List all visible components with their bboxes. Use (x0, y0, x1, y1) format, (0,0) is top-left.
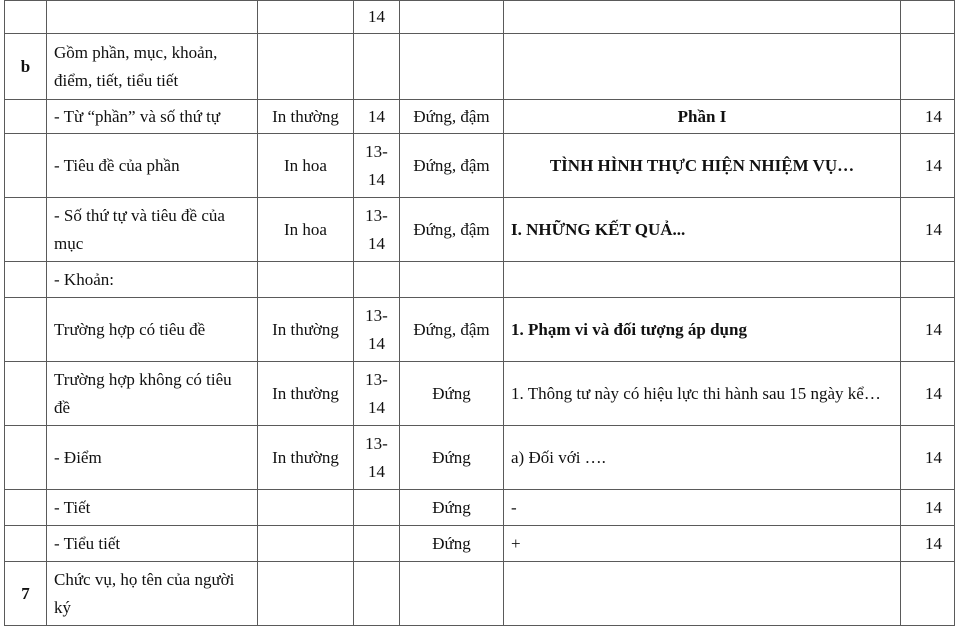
font-weight-cell: Đứng (400, 362, 504, 426)
font-weight-cell: Đứng, đậm (400, 198, 504, 262)
case-style-cell (258, 526, 354, 562)
font-size-cell (354, 262, 400, 298)
table-row (5, 362, 955, 426)
example-size-cell: 14 (901, 490, 955, 526)
example-size-cell: 14 (901, 134, 955, 198)
example-size-cell (901, 1, 955, 34)
table-row (5, 298, 955, 362)
case-style-cell (258, 1, 354, 34)
case-style-cell: In thường (258, 298, 354, 362)
table-row (5, 134, 955, 198)
font-size-cell: 14 (354, 100, 400, 134)
element-cell: - Tiêu đề của phần (47, 134, 258, 198)
table-row (5, 490, 955, 526)
font-weight-cell (400, 1, 504, 34)
font-size-cell (354, 526, 400, 562)
font-size-cell: 13-14 (354, 298, 400, 362)
font-weight-cell: Đứng, đậm (400, 134, 504, 198)
case-style-cell: In hoa (258, 134, 354, 198)
row-number-cell (5, 100, 47, 134)
element-cell: Gồm phần, mục, khoản, điểm, tiết, tiểu tiết (47, 34, 258, 100)
example-size-cell: 14 (901, 526, 955, 562)
font-weight-cell: Đứng, đậm (400, 100, 504, 134)
case-style-cell (258, 562, 354, 626)
example-size-cell: 14 (901, 298, 955, 362)
font-size-cell (354, 34, 400, 100)
case-style-cell (258, 262, 354, 298)
example-size-cell: 14 (901, 362, 955, 426)
example-cell (504, 262, 901, 298)
element-cell: - Tiểu tiết (47, 526, 258, 562)
table-row (5, 426, 955, 490)
font-size-cell (354, 562, 400, 626)
example-size-cell: 14 (901, 100, 955, 134)
formatting-table (4, 0, 955, 626)
row-number-cell (5, 298, 47, 362)
font-size-cell: 13-14 (354, 362, 400, 426)
font-size-cell (354, 490, 400, 526)
case-style-cell: In thường (258, 426, 354, 490)
table-row (5, 34, 955, 100)
case-style-cell (258, 34, 354, 100)
element-cell: - Khoản: (47, 262, 258, 298)
font-size-cell: 13-14 (354, 134, 400, 198)
row-number-cell (5, 426, 47, 490)
example-cell: a) Đối với …. (504, 426, 901, 490)
element-cell: Chức vụ, họ tên của người ký (47, 562, 258, 626)
element-cell: - Điểm (47, 426, 258, 490)
example-cell (504, 562, 901, 626)
example-cell: 1. Phạm vi và đối tượng áp dụng (504, 298, 901, 362)
example-cell: I. NHỮNG KẾT QUẢ... (504, 198, 901, 262)
element-cell (47, 1, 258, 34)
row-number-cell: b (5, 34, 47, 100)
font-size-cell: 14 (354, 1, 400, 34)
example-cell: 1. Thông tư này có hiệu lực thi hành sau 15 ngày kể… (504, 362, 901, 426)
table-row (5, 526, 955, 562)
font-weight-cell: Đứng, đậm (400, 298, 504, 362)
font-weight-cell (400, 562, 504, 626)
example-cell: TÌNH HÌNH THỰC HIỆN NHIỆM VỤ… (504, 134, 901, 198)
case-style-cell: In hoa (258, 198, 354, 262)
table-row (5, 1, 955, 34)
font-weight-cell: Đứng (400, 526, 504, 562)
font-size-cell: 13-14 (354, 198, 400, 262)
font-weight-cell: Đứng (400, 490, 504, 526)
element-cell: Trường hợp không có tiêu đề (47, 362, 258, 426)
example-cell (504, 1, 901, 34)
example-size-cell (901, 34, 955, 100)
example-size-cell (901, 562, 955, 626)
font-weight-cell (400, 34, 504, 100)
example-size-cell: 14 (901, 198, 955, 262)
case-style-cell: In thường (258, 100, 354, 134)
example-cell: Phần I (504, 100, 901, 134)
case-style-cell: In thường (258, 362, 354, 426)
element-cell: - Từ “phần” và số thứ tự (47, 100, 258, 134)
row-number-cell (5, 1, 47, 34)
table-row (5, 562, 955, 626)
row-number-cell (5, 362, 47, 426)
table-row (5, 198, 955, 262)
example-cell: - (504, 490, 901, 526)
element-cell: - Tiết (47, 490, 258, 526)
table-row (5, 100, 955, 134)
row-number-cell (5, 198, 47, 262)
element-cell: Trường hợp có tiêu đề (47, 298, 258, 362)
row-number-cell (5, 526, 47, 562)
example-size-cell: 14 (901, 426, 955, 490)
example-cell (504, 34, 901, 100)
font-size-cell: 13-14 (354, 426, 400, 490)
example-cell: + (504, 526, 901, 562)
element-cell: - Số thứ tự và tiêu đề của mục (47, 198, 258, 262)
row-number-cell (5, 262, 47, 298)
font-weight-cell (400, 262, 504, 298)
example-size-cell (901, 262, 955, 298)
row-number-cell (5, 134, 47, 198)
font-weight-cell: Đứng (400, 426, 504, 490)
table-row (5, 262, 955, 298)
row-number-cell: 7 (5, 562, 47, 626)
case-style-cell (258, 490, 354, 526)
row-number-cell (5, 490, 47, 526)
